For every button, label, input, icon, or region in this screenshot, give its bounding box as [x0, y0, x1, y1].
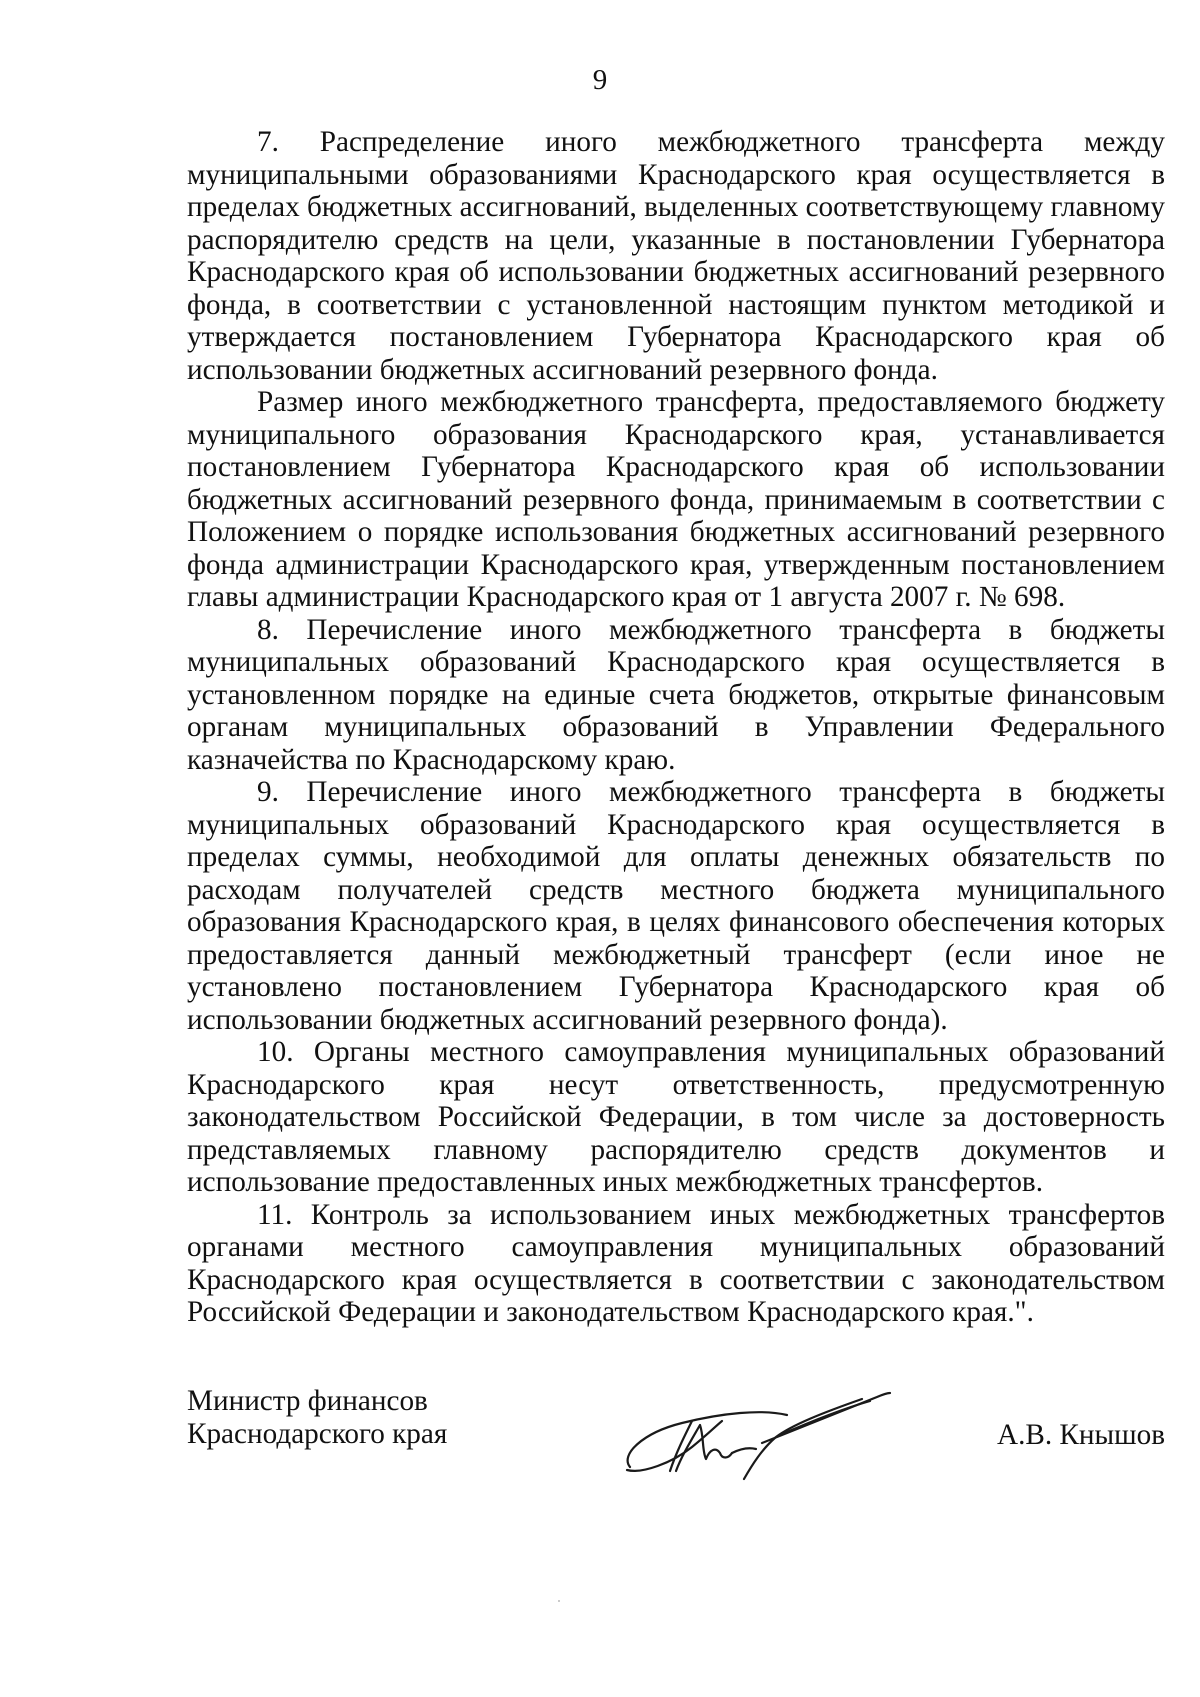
signature-block — [187, 1385, 1165, 1495]
paragraph-11: 11. Контроль за использованием иных межбюджетных трансфертов органами местного самоуправления муниципальных образований Краснодарского края осуществляется в соответствии с законодательством Российской Федерации и законодательством Краснодарского края.". — [187, 1198, 1165, 1328]
signer-title-line-2: Краснодарского края — [187, 1418, 448, 1450]
document-body — [187, 126, 1165, 1329]
handwritten-signature-icon — [612, 1375, 902, 1485]
paragraph-8: 8. Перечисление иного межбюджетного трансферта в бюджеты муниципальных образований Краснодарского края осуществляется в установленном порядке на единые счета бюджетов, открытые финансовым органам муниципальных образований в Управлении Федерального казначейства по Краснодарскому краю. — [187, 613, 1165, 776]
page-number: 9 — [592, 64, 608, 96]
paragraph-7: 7. Распределение иного межбюджетного трансферта между муниципальными образованиями Краснодарского края осуществляется в пределах бюджетных ассигнований, выделенных соответствующему главному распорядителю средств на цели, указанные в постановлении Губернатора Краснодарского края об использовании бюджетных ассигнований резервного фонда, в соответствии с установленной настоящим пунктом методикой и утверждается постановлением Губернатора Краснодарского края об использовании бюджетных ассигнований резервного фонда. — [187, 126, 1165, 386]
paragraph-10: 10. Органы местного самоуправления муниципальных образований Краснодарского края несут ответственность, предусмотренную законодательством Российской Федерации, в том числе за достоверность представляемых главному распорядителю средств документов и использование предоставленных иных межбюджетных трансфертов. — [187, 1036, 1165, 1198]
paragraph-9: 9. Перечисление иного межбюджетного трансферта в бюджеты муниципальных образований Краснодарского края осуществляется в пределах суммы, необходимой для оплаты денежных обязательств по расходам получателей средств местного бюджета муниципального образования Краснодарского края, в целях финансового обеспечения которых предоставляется данный межбюджетный трансферт (если иное не установлено постановлением Губернатора Краснодарского края об использовании бюджетных ассигнований резервного фонда). — [187, 776, 1165, 1036]
signer-title — [187, 1385, 447, 1451]
paragraph-transfer-size: Размер иного межбюджетного трансферта, предоставляемого бюджету муниципального образования Краснодарского края, устанавливается постановлением Губернатора Краснодарского края об использовании бюджетных ассигнований резервного фонда, принимаемым в соответствии с Положением о порядке использования бюджетных ассигнований резервного фонда администрации Краснодарского края, утвержденным постановлением главы администрации Краснодарского края от 1 августа 2007 г. № 698. — [187, 386, 1165, 613]
scan-artifact — [558, 1600, 560, 1602]
signer-name: А.В. Кнышов — [997, 1419, 1165, 1451]
signer-title-line-1: Министр финансов — [187, 1385, 428, 1417]
